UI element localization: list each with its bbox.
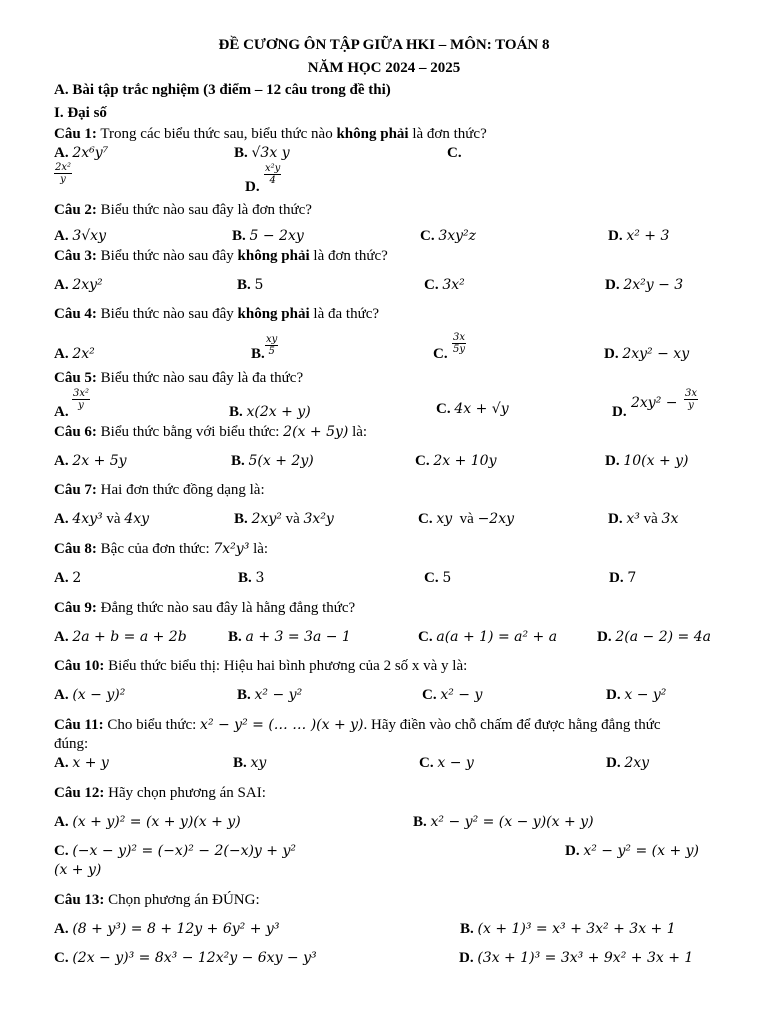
q3-option-a[interactable]: A. 2xy² bbox=[54, 277, 103, 293]
q4-option-b[interactable]: B. bbox=[251, 346, 265, 362]
q9-option-c[interactable]: C. a(a + 1) = a² + a bbox=[418, 629, 558, 645]
q4-option-c[interactable]: C. bbox=[433, 346, 448, 362]
q5-option-c[interactable]: C. 4x + √y bbox=[436, 401, 509, 417]
q4-option-a[interactable]: A. 2x² bbox=[54, 346, 95, 362]
question-13: Câu 13: Chọn phương án ĐÚNG: bbox=[54, 892, 260, 908]
q13-option-d[interactable]: D. (3x + 1)³ = 3x³ + 9x² + 3x + 1 bbox=[459, 950, 694, 966]
q8-option-a[interactable]: A. 2 bbox=[54, 570, 82, 586]
question-12: Câu 12: Hãy chọn phương án SAI: bbox=[54, 785, 266, 801]
section-i-heading: I. Đại số bbox=[54, 105, 107, 121]
q13-option-c[interactable]: C. (2x − y)³ = 8x³ − 12x²y − 6xy − y³ bbox=[54, 950, 317, 966]
q10-option-d[interactable]: D. x − y² bbox=[606, 687, 667, 703]
question-2: Câu 2: Biểu thức nào sau đây là đơn thức? bbox=[54, 202, 312, 218]
document-title: ĐỀ CƯƠNG ÔN TẬP GIỮA HKI – MÔN: TOÁN 8 bbox=[218, 37, 550, 53]
q5-option-d-prefix: 2xy² − bbox=[631, 395, 678, 411]
section-a-heading: A. Bài tập trắc nghiệm (3 điểm – 12 câu trong đề thi) bbox=[54, 82, 391, 98]
q12-option-d[interactable]: D. x² − y² = (x + y) bbox=[565, 843, 699, 859]
q6-option-d[interactable]: D. 10(x + y) bbox=[605, 453, 689, 469]
q8-option-b[interactable]: B. 3 bbox=[238, 570, 265, 586]
q7-option-c[interactable]: C. xy và −2xy bbox=[418, 511, 515, 527]
q9-option-d[interactable]: D. 2(a − 2) = 4a bbox=[597, 629, 711, 645]
q2-option-b[interactable]: B. 5 − 2xy bbox=[232, 228, 304, 244]
q9-option-a[interactable]: A. 2a + b = a + 2b bbox=[54, 629, 187, 645]
question-11: Câu 11: Cho biểu thức: x² − y² = (… … )(x + y). Hãy điền vào chỗ chấm để được hằng đẳng thức bbox=[54, 717, 661, 733]
q10-option-c[interactable]: C. x² − y bbox=[422, 687, 483, 703]
q1-option-d[interactable]: D. bbox=[245, 179, 260, 195]
q3-option-c[interactable]: C. 3x² bbox=[424, 277, 465, 293]
q1-option-d-fraction: $\frac{\text{x²y}}{4}$ bbox=[265, 163, 281, 186]
question-8: Câu 8: Bậc của đơn thức: 7x²y³ là: bbox=[54, 541, 269, 557]
question-9: Câu 9: Đẳng thức nào sau đây là hằng đẳng thức? bbox=[54, 600, 356, 616]
question-5: Câu 5: Biểu thức nào sau đây là đa thức? bbox=[54, 370, 304, 386]
q7-option-d[interactable]: D. x³ và 3x bbox=[608, 511, 679, 527]
q11-option-d[interactable]: D. 2xy bbox=[606, 755, 650, 771]
q7-option-b[interactable]: B. 2xy² và 3x²y bbox=[234, 511, 334, 527]
q12-option-a[interactable]: A. (x + y)² = (x + y)(x + y) bbox=[54, 814, 241, 830]
q12-option-b[interactable]: B. x² − y² = (x − y)(x + y) bbox=[413, 814, 594, 830]
q13-option-a[interactable]: A. (8 + y³) = 8 + 12y + 6y² + y³ bbox=[54, 921, 280, 937]
q1-option-c[interactable]: C. bbox=[447, 145, 462, 161]
q5-option-b[interactable]: B. x(2x + y) bbox=[229, 404, 311, 420]
question-4: Câu 4: Biểu thức nào sau đây không phải là đa thức? bbox=[54, 306, 380, 322]
q11-option-c[interactable]: C. x − y bbox=[419, 755, 474, 771]
q10-option-b[interactable]: B. x² − y² bbox=[237, 687, 303, 703]
q9-option-b[interactable]: B. a + 3 = 3a − 1 bbox=[228, 629, 351, 645]
q4-option-b-fraction: $\frac{xy}{5}$ bbox=[266, 334, 278, 357]
q5-option-a-fraction: $\frac{\text{3x²}}{y}$ bbox=[73, 388, 90, 411]
q12-option-c[interactable]: C. (−x − y)² = (−x)² − 2(−x)y + y² bbox=[54, 843, 296, 859]
q5-option-a[interactable]: A. bbox=[54, 404, 69, 420]
q5-option-d[interactable]: D. bbox=[612, 404, 627, 420]
q1-option-a[interactable]: A. 2x⁶y⁷ bbox=[54, 145, 109, 161]
question-1: Câu 1: Trong các biểu thức sau, biểu thức nào không phải là đơn thức? bbox=[54, 126, 487, 142]
q8-option-c[interactable]: C. 5 bbox=[424, 570, 452, 586]
question-3: Câu 3: Biểu thức nào sau đây không phải là đơn thức? bbox=[54, 248, 388, 264]
q2-option-a[interactable]: A. 3√xy bbox=[54, 228, 106, 244]
question-10: Câu 10: Biểu thức biểu thị: Hiệu hai bình phương của 2 số x và y là: bbox=[54, 658, 468, 674]
q1-option-c-fraction: $\frac{\text{2x²}}{y}$ bbox=[55, 162, 72, 185]
q13-option-b[interactable]: B. (x + 1)³ = x³ + 3x² + 3x + 1 bbox=[460, 921, 676, 937]
q7-option-a[interactable]: A. 4xy³ và 4xy bbox=[54, 511, 150, 527]
q3-option-d[interactable]: D. 2x²y − 3 bbox=[605, 277, 684, 293]
q2-option-d[interactable]: D. x² + 3 bbox=[608, 228, 670, 244]
q3-option-b[interactable]: B. 5 bbox=[237, 277, 264, 293]
q6-option-b[interactable]: B. 5(x + 2y) bbox=[231, 453, 314, 469]
q4-option-d[interactable]: D. 2xy² − xy bbox=[604, 346, 690, 362]
school-year: NĂM HỌC 2024 – 2025 bbox=[307, 60, 461, 76]
question-11-cont: đúng: bbox=[54, 736, 89, 752]
question-6: Câu 6: Biểu thức bằng với biểu thức: 2(x + 5y) là: bbox=[54, 424, 368, 440]
q11-option-b[interactable]: B. xy bbox=[233, 755, 267, 771]
q12-option-d-cont: (x + y) bbox=[54, 862, 102, 878]
q10-option-a[interactable]: A. (x − y)² bbox=[54, 687, 126, 703]
q11-option-a[interactable]: A. x + y bbox=[54, 755, 109, 771]
q5-option-d-fraction: $\frac{3x}{y}$ bbox=[685, 388, 698, 411]
q6-option-a[interactable]: A. 2x + 5y bbox=[54, 453, 127, 469]
q8-option-d[interactable]: D. 7 bbox=[609, 570, 637, 586]
q1-option-b[interactable]: B. √3x y bbox=[234, 145, 290, 161]
question-7: Câu 7: Hai đơn thức đồng dạng là: bbox=[54, 482, 265, 498]
q2-option-c[interactable]: C. 3xy²z bbox=[420, 228, 477, 244]
q6-option-c[interactable]: C. 2x + 10y bbox=[415, 453, 497, 469]
q4-option-c-fraction: $\frac{3x}{5y}$ bbox=[453, 332, 466, 355]
